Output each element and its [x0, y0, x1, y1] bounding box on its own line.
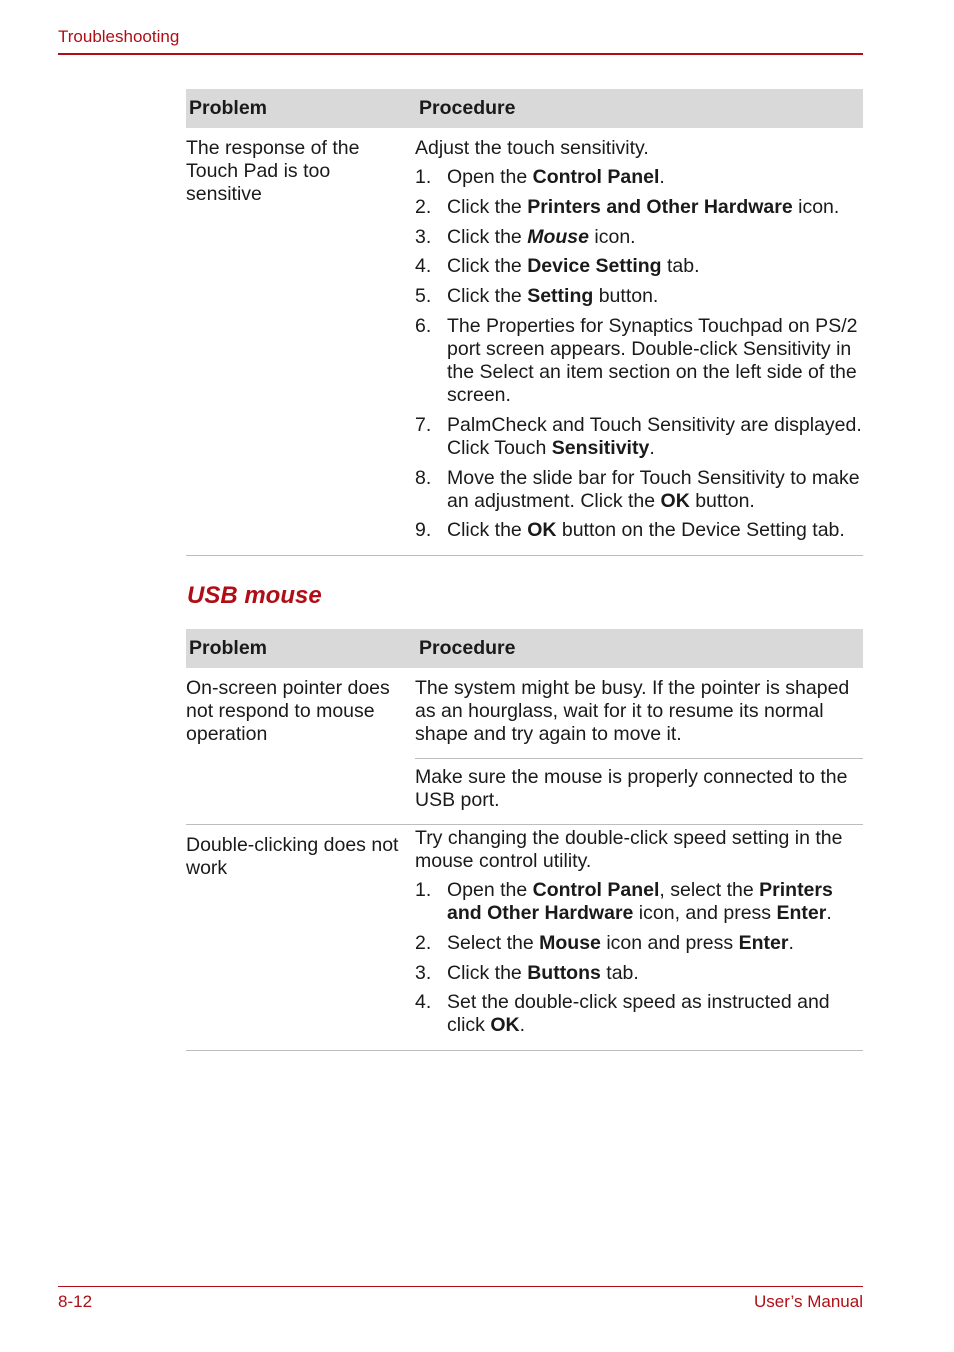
step-number: 4.	[415, 991, 432, 1014]
step-text	[447, 519, 863, 542]
running-header: Troubleshooting	[58, 27, 180, 46]
procedure-intro: Try changing the double-click speed setting in the mouse control utility.	[415, 827, 843, 872]
step-text	[447, 315, 863, 407]
step-text	[447, 255, 863, 278]
step-number: 1.	[415, 166, 432, 188]
emphasis-text: Enter	[776, 902, 827, 924]
step-text-run: Click the	[447, 961, 528, 984]
step-text-run: Open the	[447, 166, 533, 188]
step-number: 5.	[415, 285, 432, 308]
step-text-run: The Properties for Synaptics Touchpad on PS/2 port screen appears. Double-click Sensitivity in the Select an item section on the left side of the screen.	[447, 314, 858, 406]
step-text-run: tab.	[661, 255, 700, 278]
emphasis-text: Device Setting	[527, 255, 662, 278]
table-header-row	[186, 89, 863, 128]
step-number: 6.	[415, 314, 432, 337]
emphasis-text: Printers and Other Hardware	[447, 879, 833, 924]
step-text-run: .	[826, 902, 832, 924]
step-number: 7.	[415, 413, 432, 436]
procedure-step	[415, 519, 863, 542]
step-number: 4.	[415, 255, 432, 278]
usb-mouse-table	[186, 629, 863, 1051]
step-text-run: Move the slide bar for Touch Sensitivity to make an adjustment. Click the	[447, 466, 860, 512]
column-header-procedure: Procedure	[415, 629, 863, 668]
procedure-cell	[415, 668, 863, 759]
touchpad-table	[186, 89, 863, 556]
procedure-cell	[415, 128, 863, 556]
header-rule	[58, 53, 863, 55]
table-row	[186, 128, 863, 556]
manual-title: User’s Manual	[754, 1292, 863, 1311]
step-text-run: Open the	[447, 879, 533, 901]
step-text-run: icon.	[588, 225, 636, 248]
table-header-row	[186, 629, 863, 668]
step-text-run: icon and press	[600, 931, 739, 954]
emphasis-text: Mouse	[527, 225, 589, 248]
step-text-run: icon.	[792, 195, 840, 218]
procedure-step	[415, 285, 863, 308]
footer-rule	[58, 1286, 863, 1287]
step-text-run: button.	[593, 285, 659, 308]
step-text	[447, 879, 863, 925]
procedure-step	[415, 879, 863, 925]
page-number: 8-12	[58, 1292, 93, 1311]
procedure-step	[415, 467, 863, 513]
step-text-run: Click the	[447, 285, 528, 308]
procedure-step	[415, 196, 863, 219]
section-title: USB mouse	[187, 582, 322, 609]
procedure-step	[415, 315, 863, 407]
step-text	[447, 226, 863, 249]
step-text-run: Click the	[447, 195, 528, 218]
step-number: 2.	[415, 195, 432, 218]
emphasis-text: OK	[660, 489, 690, 512]
emphasis-text: Control Panel	[532, 879, 660, 901]
problem-cell: The response of the Touch Pad is too sensitive	[186, 128, 415, 556]
procedure-step	[415, 991, 863, 1037]
procedure-steps	[415, 166, 863, 542]
emphasis-text: Enter	[738, 931, 789, 954]
emphasis-text: OK	[527, 519, 557, 542]
step-text-run: , select the	[659, 879, 760, 901]
table-row	[186, 668, 863, 759]
step-text	[447, 196, 863, 219]
procedure-step	[415, 932, 863, 955]
step-number: 3.	[415, 961, 432, 984]
step-text-run: tab.	[600, 961, 639, 984]
step-text-run: .	[659, 166, 665, 188]
table-row	[186, 825, 863, 1051]
emphasis-text: Sensitivity	[551, 436, 650, 459]
procedure-step	[415, 962, 863, 985]
step-text-run: Click the	[447, 225, 528, 248]
column-header-problem: Problem	[186, 89, 415, 128]
step-text-run: Select the	[447, 931, 540, 954]
emphasis-text: Setting	[527, 285, 594, 308]
step-text	[447, 414, 863, 460]
emphasis-text: Mouse	[539, 931, 601, 954]
emphasis-text: OK	[490, 1014, 520, 1037]
procedure-steps	[415, 879, 863, 1037]
procedure-step	[415, 255, 863, 278]
column-header-problem: Problem	[186, 629, 415, 668]
procedure-text: The system might be busy. If the pointer is shaped as an hourglass, wait for it to resume its normal shape and try again to move it.	[415, 677, 850, 745]
procedure-cell	[415, 759, 863, 825]
step-text	[447, 932, 863, 955]
step-text-run: icon, and press	[633, 902, 777, 924]
step-text-run: PalmCheck and Touch Sensitivity are displayed. Click Touch	[447, 413, 862, 459]
step-text	[447, 991, 863, 1037]
step-number: 3.	[415, 225, 432, 248]
step-text-run: Click the	[447, 519, 528, 542]
procedure-step	[415, 226, 863, 249]
procedure-intro: Adjust the touch sensitivity.	[415, 137, 649, 159]
column-header-procedure: Procedure	[415, 89, 863, 128]
procedure-text: Make sure the mouse is properly connected to the USB port.	[415, 766, 848, 811]
step-text-run: .	[649, 436, 655, 459]
problem-cell: On-screen pointer does not respond to mouse operation	[186, 668, 415, 825]
problem-cell: Double-clicking does not work	[186, 825, 415, 1051]
emphasis-text: Printers and Other Hardware	[527, 195, 793, 218]
step-number: 8.	[415, 466, 432, 489]
step-text	[447, 166, 863, 189]
emphasis-text: Buttons	[527, 961, 601, 984]
step-number: 2.	[415, 931, 432, 954]
step-text-run: Set the double-click speed as instructed and click	[447, 991, 830, 1037]
procedure-step	[415, 166, 863, 189]
step-text	[447, 962, 863, 985]
step-text-run: button on the Device Setting tab.	[556, 519, 845, 542]
step-text-run: Click the	[447, 255, 528, 278]
emphasis-text: Control Panel	[532, 166, 660, 188]
step-text	[447, 285, 863, 308]
procedure-step	[415, 414, 863, 460]
procedure-cell	[415, 825, 863, 1051]
step-number: 9.	[415, 519, 432, 542]
step-text-run: .	[519, 1014, 526, 1037]
step-number: 1.	[415, 879, 432, 901]
step-text	[447, 467, 863, 513]
step-text-run: button.	[689, 489, 755, 512]
step-text-run: .	[788, 931, 794, 954]
